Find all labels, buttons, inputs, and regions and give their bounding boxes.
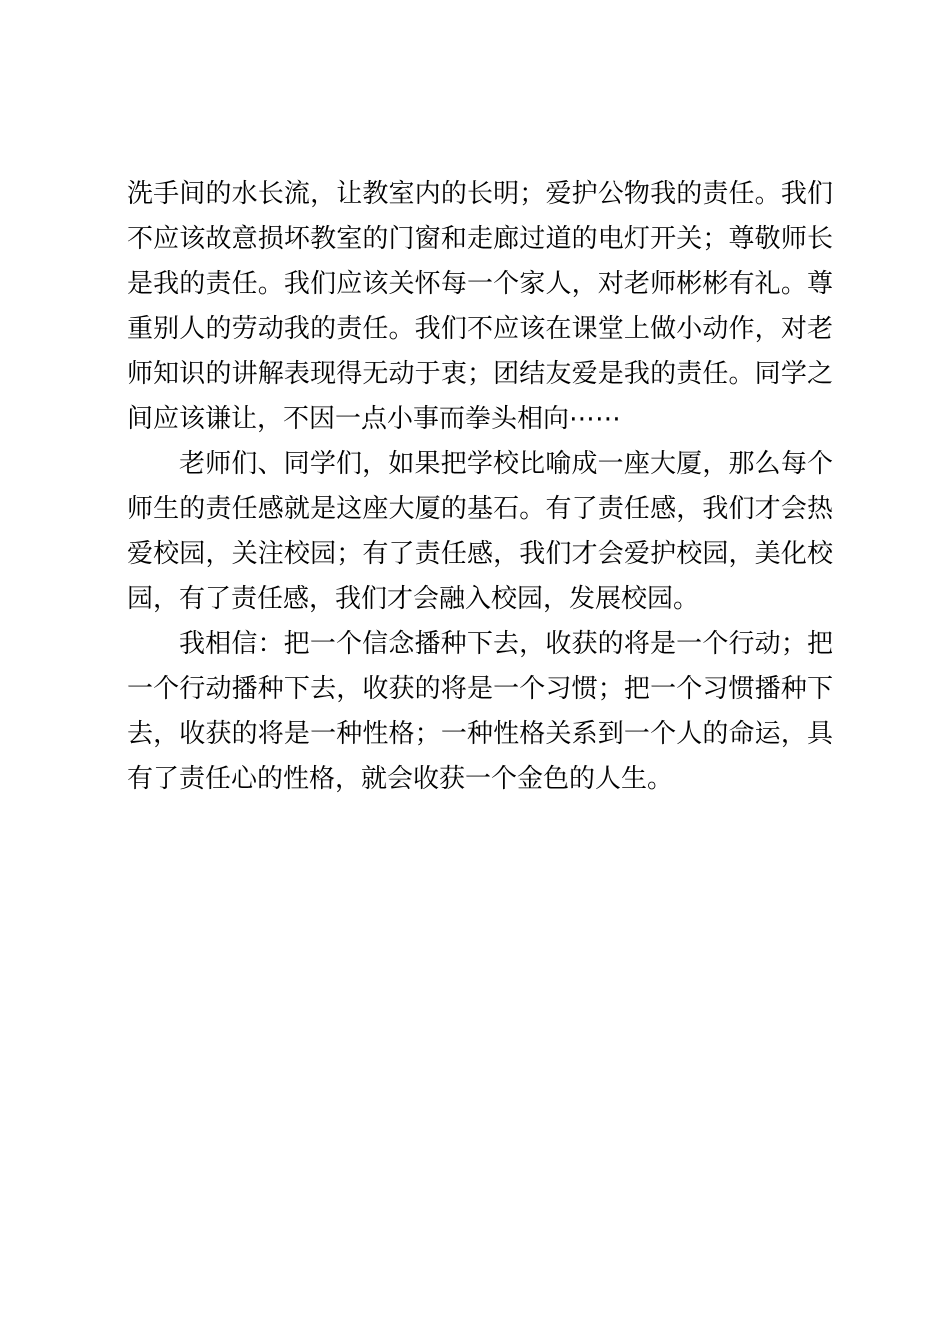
paragraph-1: 洗手间的水长流，让教室内的长明；爱护公物我的责任。我们不应该故意损坏教室的门窗和走廊过道的电灯开关；尊敬师长是我的责任。我们应该关怀每一个家人，对老师彬彬有礼。尊重别人的劳动我的责任。我们不应该在课堂上做小动作，对老师知识的讲解表现得无动于衷；团结友爱是我的责任。同学之间应该谦让，不因一点小事而拳头相向⋯⋯ — [127, 179, 833, 434]
document-body — [127, 172, 833, 802]
paragraph-3: 我相信：把一个信念播种下去，收获的将是一个行动；把一个行动播种下去，收获的将是一个习惯；把一个习惯播种下去，收获的将是一种性格；一种性格关系到一个人的命运，具有了责任心的性格，就会收获一个金色的人生。 — [127, 629, 833, 794]
paragraph-2: 老师们、同学们，如果把学校比喻成一座大厦，那么每个师生的责任感就是这座大厦的基石。有了责任感，我们才会热爱校园，关注校园；有了责任感，我们才会爱护校园，美化校园，有了责任感，我们才会融入校园，发展校园。 — [127, 449, 833, 614]
